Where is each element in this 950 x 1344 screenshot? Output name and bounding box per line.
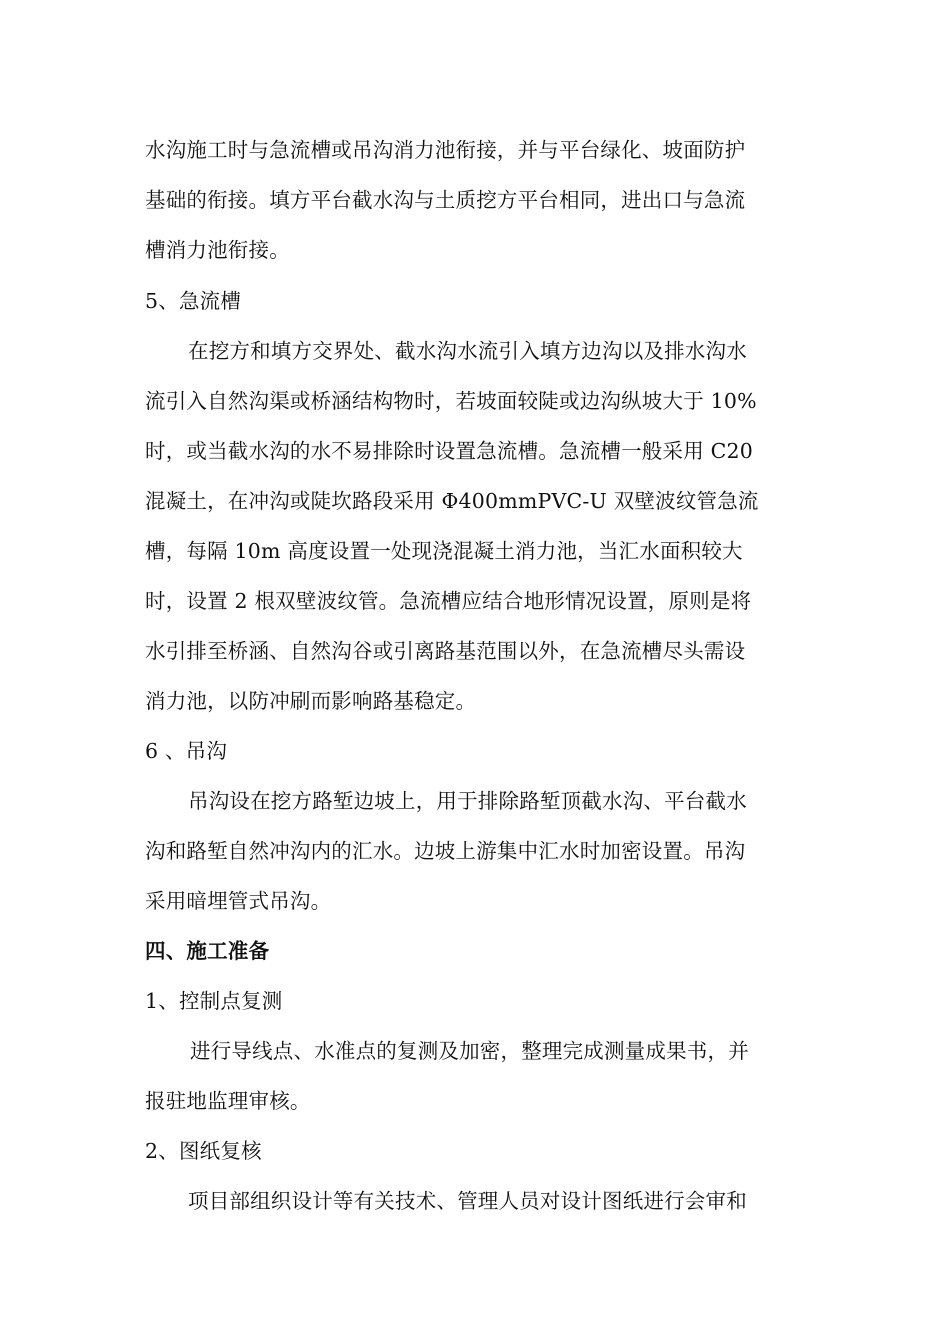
paragraph-line: 水引排至桥涵、自然沟谷或引离路基范围以外，在急流槽尽头需设	[145, 639, 746, 663]
paragraph-line: 进行导线点、水准点的复测及加密，整理完成测量成果书，并	[190, 1039, 749, 1063]
section-heading-6: 6 、吊沟	[145, 739, 228, 763]
paragraph-line: 水沟施工时与急流槽或吊沟消力池衔接，并与平台绿化、坡面防护	[145, 138, 746, 162]
paragraph-line: 报驻地监理审核。	[145, 1089, 311, 1113]
paragraph-line: 流引入自然沟渠或桥涵结构物时，若坡面较陡或边沟纵坡大于 10%	[145, 389, 757, 413]
paragraph-line: 沟和路堑自然冲沟内的汇水。边坡上游集中汇水时加密设置。吊沟	[145, 839, 746, 863]
paragraph-line: 槽，每隔 10m 高度设置一处现浇混凝土消力池，当汇水面积较大	[145, 539, 743, 563]
paragraph-line: 混凝土，在冲沟或陡坎路段采用 Φ400mmPVC-U 双壁波纹管急流	[145, 489, 759, 513]
paragraph-line: 吊沟设在挖方路堑边坡上，用于排除路堑顶截水沟、平台截水	[188, 789, 747, 813]
paragraph-line: 槽消力池衔接。	[145, 238, 290, 262]
paragraph-line: 基础的衔接。填方平台截水沟与土质挖方平台相同，进出口与急流	[145, 188, 746, 212]
paragraph-line: 消力池，以防冲刷而影响路基稳定。	[145, 689, 477, 713]
section-heading-1: 1、控制点复测	[145, 989, 283, 1013]
chapter-heading: 四、施工准备	[145, 939, 270, 963]
paragraph-line: 项目部组织设计等有关技术、管理人员对设计图纸进行会审和	[188, 1189, 747, 1213]
paragraph-line: 采用暗埋管式吊沟。	[145, 889, 332, 913]
paragraph-line: 时，或当截水沟的水不易排除时设置急流槽。急流槽一般采用 C20	[145, 439, 753, 463]
section-heading-5: 5、急流槽	[145, 289, 242, 313]
paragraph-line: 在挖方和填方交界处、截水沟水流引入填方边沟以及排水沟水	[188, 339, 747, 363]
section-heading-2: 2、图纸复核	[145, 1139, 262, 1163]
paragraph-line: 时，设置 2 根双壁波纹管。急流槽应结合地形情况设置，原则是将	[145, 589, 752, 613]
